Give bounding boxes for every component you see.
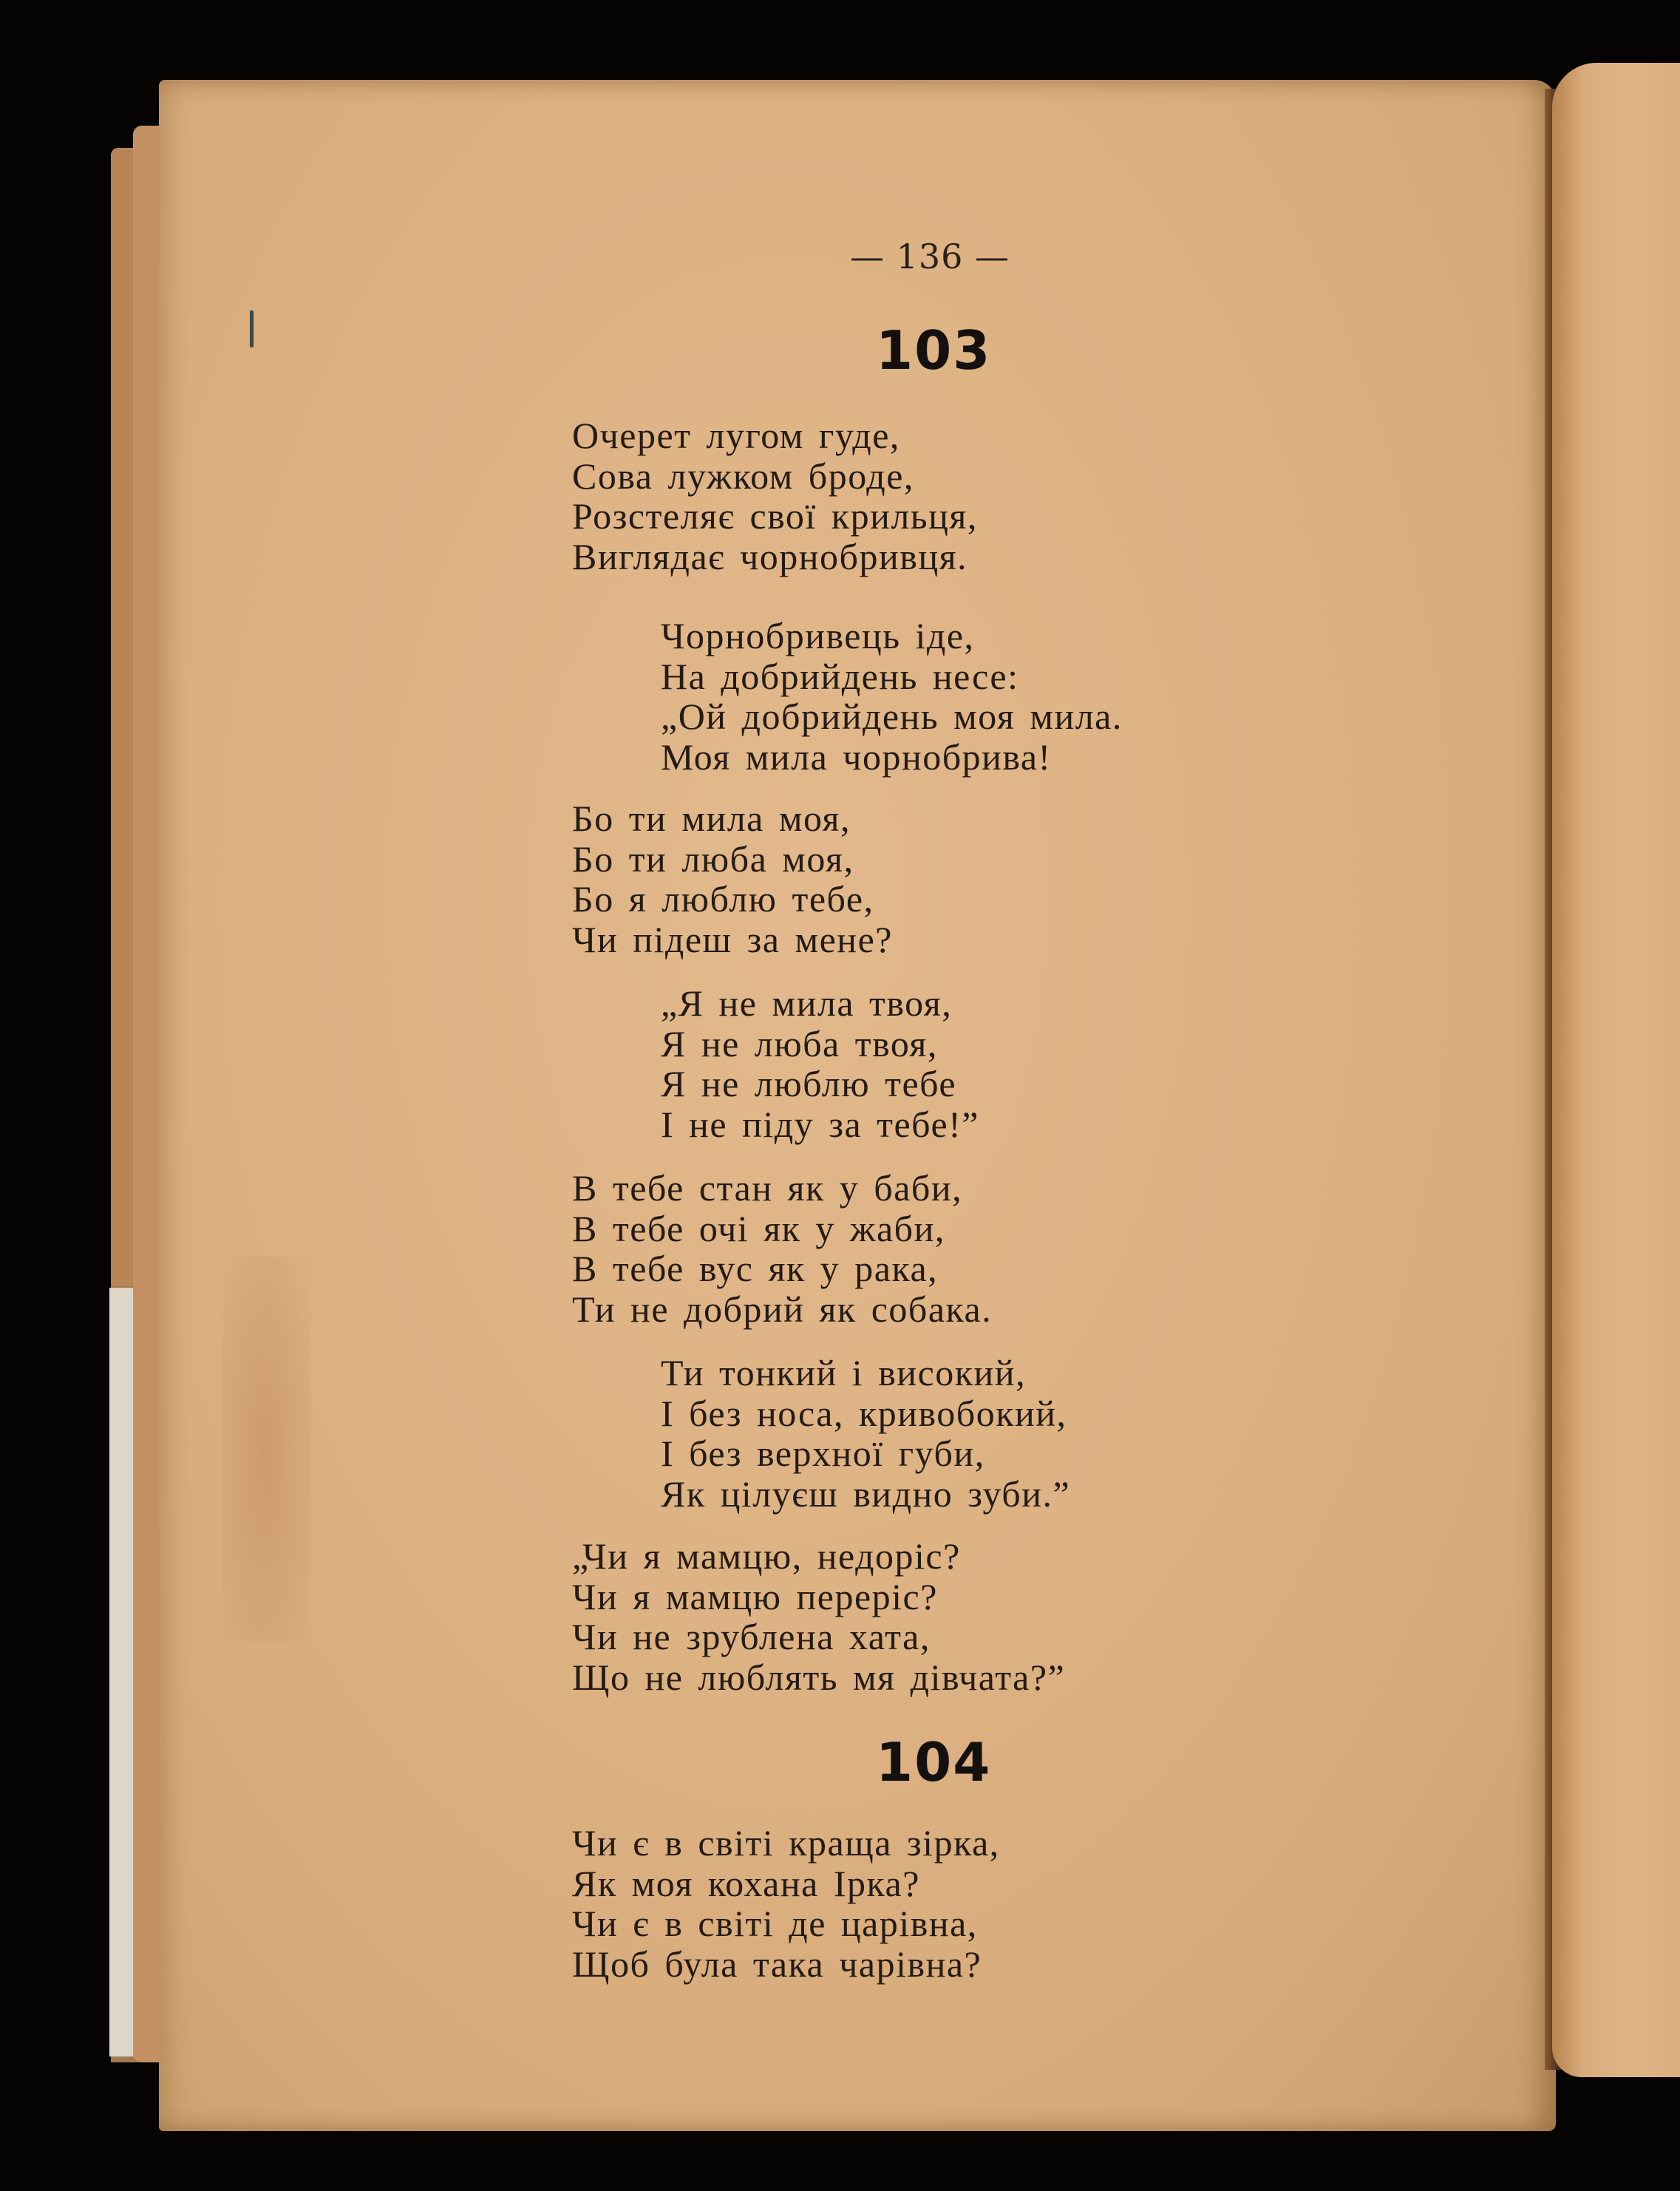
verse-line: Я не люба твоя, [661, 1022, 938, 1064]
verse-line: І без верхної губи, [661, 1433, 985, 1474]
stanza [661, 616, 1123, 777]
verse-line: Як цілуєш видно зуби.” [661, 1472, 1071, 1515]
verse-line: Чорнобривець іде, [661, 615, 975, 656]
song-number: 103 [876, 319, 992, 381]
verse-line: „Я не мила твоя, [661, 982, 953, 1024]
verse-line: „Чи я мамцю, недоріс? [572, 1535, 961, 1577]
verse-line: Розстеляє свої крильця, [572, 495, 978, 537]
verse-line: Ти тонкий і високий, [661, 1352, 1027, 1393]
verse-line: Моя мила чорнобрива! [661, 736, 1052, 778]
verse-line: Бо ти мила моя, [572, 798, 851, 839]
verse-line: Чи я мамцю переріс? [572, 1575, 938, 1617]
stanza [572, 798, 893, 959]
stanza [661, 1353, 1070, 1514]
verse-line: Очерет лугом гуде, [572, 415, 900, 456]
verse-line: Чи є в світі краща зірка, [572, 1822, 1000, 1864]
verse-line: І без носа, кривобокий, [661, 1392, 1067, 1434]
verse-line: Як моя кохана Ірка? [572, 1862, 920, 1904]
verse-line: Чи є в світі де царівна, [572, 1903, 978, 1944]
stanza [572, 1168, 992, 1329]
verse-line: Бо ти люба моя, [572, 838, 854, 880]
verse-line: І не піду за тебе!” [661, 1103, 979, 1145]
verse-line: Чи підеш за мене? [572, 918, 893, 960]
verse-line: Ти не добрий як собака. [572, 1288, 993, 1330]
verse-line: В тебе очі як у жаби, [572, 1207, 945, 1249]
verse-line: Виглядає чорнобривця. [572, 535, 968, 577]
verse-line: Бо я люблю тебе, [572, 878, 874, 920]
stanza [661, 983, 979, 1144]
stanza [572, 1823, 1000, 1984]
facing-page-edge [1552, 63, 1680, 2077]
ink-mark [250, 310, 254, 347]
stanza [572, 1536, 1065, 1697]
stanza [572, 415, 978, 577]
verse-line: В тебе стан як у баби, [572, 1167, 963, 1209]
verse-line: Щоб була така чарівна? [572, 1943, 982, 1985]
verse-line: Чи не зрублена хата, [572, 1616, 931, 1657]
song-number: 104 [876, 1731, 992, 1793]
page-number: — 136 — [850, 237, 1010, 276]
verse-line: Я не люблю тебе [661, 1063, 957, 1104]
page-stain [222, 1257, 310, 1641]
page-edge [133, 126, 163, 2062]
verse-line: „Ой добрийдень моя мила. [661, 696, 1123, 737]
verse-line: В тебе вус як у рака, [572, 1248, 939, 1289]
verse-line: Сова лужком броде, [572, 455, 914, 497]
verse-line: На добрийдень несе: [661, 655, 1019, 697]
verse-line: Що не люблять мя дівчата?” [572, 1656, 1066, 1698]
